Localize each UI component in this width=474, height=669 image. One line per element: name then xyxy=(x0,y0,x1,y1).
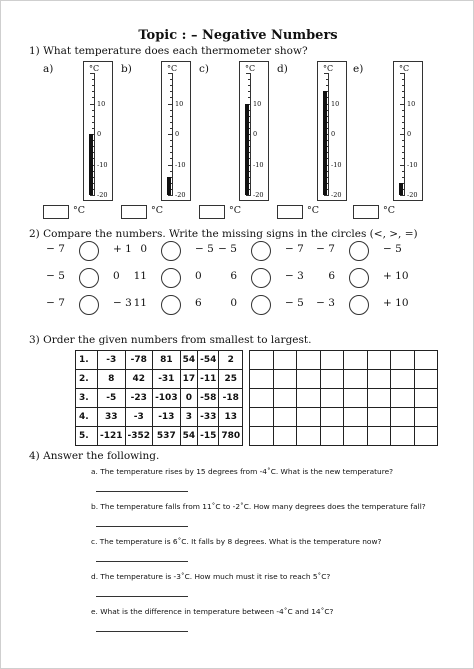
table-row xyxy=(76,389,243,408)
answer-line[interactable] xyxy=(96,631,188,632)
compare-right-number: 0 xyxy=(113,270,120,282)
compare-left-number: − 7 xyxy=(46,297,65,309)
scale-tick xyxy=(170,97,173,98)
number-cell: 13 xyxy=(219,408,243,427)
compare-item xyxy=(328,268,409,288)
scale-tick xyxy=(400,134,405,135)
answer-line[interactable] xyxy=(96,491,188,492)
answer-row xyxy=(250,389,438,408)
unit-label: °C xyxy=(399,64,410,73)
scale-tick xyxy=(402,91,405,92)
number-cell: 54 xyxy=(180,351,198,370)
scale-tick xyxy=(402,140,405,141)
scale-tick xyxy=(168,165,173,166)
answer-cell[interactable] xyxy=(273,427,297,446)
scale-tick xyxy=(170,146,173,147)
answer-cell[interactable] xyxy=(250,351,274,370)
page-title: Topic : – Negative Numbers xyxy=(138,28,338,43)
number-cell: -54 xyxy=(198,351,219,370)
answer-cell[interactable] xyxy=(414,351,438,370)
answer-unit: °C xyxy=(151,205,164,216)
scale-tick xyxy=(92,91,95,92)
answer-cell[interactable] xyxy=(250,389,274,408)
number-cell: 0 xyxy=(180,389,198,408)
scale-tick xyxy=(168,73,173,74)
scale-label: 0 xyxy=(175,130,180,138)
scale-tick xyxy=(168,104,173,105)
compare-left-number: 6 xyxy=(230,270,237,282)
number-cell: -121 xyxy=(98,427,126,446)
row-index: 1. xyxy=(76,351,98,370)
number-cell: -78 xyxy=(125,351,153,370)
scale-tick xyxy=(326,79,329,80)
number-cell: -15 xyxy=(198,427,219,446)
number-cell: -31 xyxy=(153,370,181,389)
compare-left-number: 6 xyxy=(328,270,335,282)
scale-tick xyxy=(92,116,95,117)
answer-cell[interactable] xyxy=(344,370,368,389)
mercury-column xyxy=(245,104,249,196)
answer-cell[interactable] xyxy=(414,408,438,427)
thermometer xyxy=(43,61,133,221)
scale-label: -20 xyxy=(175,191,186,199)
scale-label: 0 xyxy=(331,130,336,138)
number-cell: -103 xyxy=(153,389,181,408)
answer-cell[interactable] xyxy=(367,427,391,446)
compare-left-number: − 5 xyxy=(218,243,237,255)
row-index: 5. xyxy=(76,427,98,446)
numbers-table xyxy=(75,350,243,446)
sign-circle[interactable] xyxy=(79,268,99,288)
number-cell: -23 xyxy=(125,389,153,408)
scale-label: -20 xyxy=(253,191,264,199)
scale-label: -10 xyxy=(331,160,342,169)
compare-right-number: − 5 xyxy=(285,297,304,309)
compare-item xyxy=(46,268,120,288)
scale-tick xyxy=(402,152,405,153)
scale-tick xyxy=(248,79,251,80)
answer-cell[interactable] xyxy=(273,389,297,408)
thermometer xyxy=(353,61,443,221)
scale-tick xyxy=(402,158,405,159)
scale-tick xyxy=(402,122,405,123)
answer-cell[interactable] xyxy=(414,370,438,389)
thermometer-letter: c) xyxy=(199,63,209,75)
scale-tick xyxy=(170,128,173,129)
compare-right-number: + 10 xyxy=(383,297,409,309)
number-cell: -352 xyxy=(125,427,153,446)
scale-label: -10 xyxy=(407,160,418,169)
scale-tick xyxy=(170,140,173,141)
sign-circle[interactable] xyxy=(79,295,99,315)
answer-cell[interactable] xyxy=(391,427,415,446)
number-cell: 25 xyxy=(219,370,243,389)
sign-circle[interactable] xyxy=(161,268,181,288)
scale-label: -10 xyxy=(175,160,186,169)
scale-tick xyxy=(402,79,405,80)
answer-line[interactable] xyxy=(96,561,188,562)
compare-item xyxy=(316,295,409,315)
answer-cell[interactable] xyxy=(414,427,438,446)
table-row xyxy=(76,351,243,370)
compare-left-number: 11 xyxy=(133,297,147,309)
answer-line[interactable] xyxy=(96,596,188,597)
scale-tick xyxy=(246,195,251,196)
thermometer-letter: d) xyxy=(277,63,288,75)
scale-tick xyxy=(170,79,173,80)
scale-tick xyxy=(92,110,95,111)
scale-tick xyxy=(402,85,405,86)
scale-tick xyxy=(168,134,173,135)
compare-item xyxy=(46,241,132,261)
compare-item xyxy=(218,241,304,261)
scale-label: 10 xyxy=(175,99,184,108)
word-problem: b. The temperature falls from 11˚C to -2˚C. How many degrees does the temperature fall? xyxy=(91,502,426,511)
number-cell: -5 xyxy=(98,389,126,408)
sign-circle[interactable] xyxy=(349,241,369,261)
compare-item xyxy=(230,295,304,315)
number-cell: 54 xyxy=(180,427,198,446)
scale-tick xyxy=(92,97,95,98)
compare-left-number: − 7 xyxy=(46,243,65,255)
compare-left-number: − 5 xyxy=(46,270,65,282)
answer-unit: °C xyxy=(73,205,86,216)
answer-grid xyxy=(249,350,438,446)
scale-label: 10 xyxy=(407,99,416,108)
question-3-heading: 3) Order the given numbers from smallest to largest. xyxy=(29,334,312,346)
sign-circle[interactable] xyxy=(161,241,181,261)
row-index: 3. xyxy=(76,389,98,408)
scale-tick xyxy=(402,128,405,129)
scale-tick xyxy=(90,195,95,196)
scale-tick xyxy=(326,85,329,86)
table-row xyxy=(76,370,243,389)
answer-cell[interactable] xyxy=(367,389,391,408)
scale-tick xyxy=(402,97,405,98)
scale-label: -10 xyxy=(253,160,264,169)
word-problem: a. The temperature rises by 15 degrees from -4˚C. What is the new temperature? xyxy=(91,467,394,476)
answer-box[interactable] xyxy=(199,205,225,219)
scale-tick xyxy=(400,195,405,196)
unit-label: °C xyxy=(167,64,178,73)
sign-circle[interactable] xyxy=(161,295,181,315)
answer-cell[interactable] xyxy=(367,408,391,427)
answer-row xyxy=(250,370,438,389)
scale-tick xyxy=(170,85,173,86)
scale-tick xyxy=(170,110,173,111)
answer-cell[interactable] xyxy=(414,389,438,408)
answer-cell[interactable] xyxy=(367,370,391,389)
mercury-column xyxy=(399,183,403,195)
scale-label: -20 xyxy=(97,191,108,199)
answer-row xyxy=(250,408,438,427)
sign-circle[interactable] xyxy=(251,295,271,315)
scale-label: -20 xyxy=(331,191,342,199)
question-1-heading: 1) What temperature does each thermometer show? xyxy=(29,45,308,57)
row-index: 2. xyxy=(76,370,98,389)
scale-tick xyxy=(246,73,251,74)
answer-cell[interactable] xyxy=(391,389,415,408)
scale-tick xyxy=(170,152,173,153)
answer-unit: °C xyxy=(307,205,320,216)
thermometer xyxy=(121,61,211,221)
unit-label: °C xyxy=(323,64,334,73)
scale-tick xyxy=(400,165,405,166)
sign-circle[interactable] xyxy=(251,268,271,288)
scale-label: 0 xyxy=(253,130,258,138)
compare-item xyxy=(133,268,202,288)
answer-cell[interactable] xyxy=(320,427,344,446)
scale-tick xyxy=(324,73,329,74)
number-cell: -18 xyxy=(219,389,243,408)
answer-cell[interactable] xyxy=(391,408,415,427)
scale-tick xyxy=(248,91,251,92)
compare-right-number: − 3 xyxy=(113,297,132,309)
mercury-column xyxy=(167,177,171,195)
answer-cell[interactable] xyxy=(344,427,368,446)
scale-label: 10 xyxy=(331,99,340,108)
scale-tick xyxy=(92,85,95,86)
compare-right-number: − 5 xyxy=(383,243,402,255)
answer-cell[interactable] xyxy=(273,351,297,370)
scale-tick xyxy=(402,146,405,147)
scale-tick xyxy=(402,171,405,172)
answer-box[interactable] xyxy=(43,205,69,219)
compare-item xyxy=(133,295,202,315)
number-cell: 17 xyxy=(180,370,198,389)
scale-tick xyxy=(170,158,173,159)
answer-box[interactable] xyxy=(277,205,303,219)
number-cell: 780 xyxy=(219,427,243,446)
compare-right-number: − 7 xyxy=(285,243,304,255)
answer-cell[interactable] xyxy=(297,408,321,427)
answer-cell[interactable] xyxy=(250,370,274,389)
unit-label: °C xyxy=(245,64,256,73)
scale-tick xyxy=(92,79,95,80)
number-cell: -11 xyxy=(198,370,219,389)
scale-label: 0 xyxy=(407,130,412,138)
compare-item xyxy=(140,241,214,261)
answer-cell[interactable] xyxy=(344,389,368,408)
number-cell: -3 xyxy=(98,351,126,370)
compare-left-number: 0 xyxy=(230,297,237,309)
thermometer xyxy=(199,61,289,221)
answer-cell[interactable] xyxy=(297,427,321,446)
compare-right-number: + 1 xyxy=(113,243,132,255)
scale-label: -10 xyxy=(97,160,108,169)
scale-tick xyxy=(92,122,95,123)
mercury-column xyxy=(89,134,93,195)
compare-right-number: − 3 xyxy=(285,270,304,282)
answer-cell[interactable] xyxy=(320,370,344,389)
sign-circle[interactable] xyxy=(349,295,369,315)
answer-unit: °C xyxy=(229,205,242,216)
answer-cell[interactable] xyxy=(391,370,415,389)
compare-item xyxy=(46,295,132,315)
compare-left-number: − 7 xyxy=(316,243,335,255)
thermometer-letter: b) xyxy=(121,63,132,75)
question-2-heading: 2) Compare the numbers. Write the missing signs in the circles (<, >, =) xyxy=(29,228,418,240)
answer-cell[interactable] xyxy=(320,408,344,427)
scale-tick xyxy=(402,177,405,178)
scale-label: -20 xyxy=(407,191,418,199)
answer-cell[interactable] xyxy=(250,427,274,446)
compare-left-number: − 3 xyxy=(316,297,335,309)
answer-unit: °C xyxy=(383,205,396,216)
scale-label: 10 xyxy=(253,99,262,108)
compare-item xyxy=(316,241,402,261)
mercury-column xyxy=(323,91,327,195)
scale-label: 0 xyxy=(97,130,102,138)
answer-cell[interactable] xyxy=(344,351,368,370)
number-cell: -33 xyxy=(198,408,219,427)
answer-cell[interactable] xyxy=(297,370,321,389)
scale-tick xyxy=(170,116,173,117)
scale-tick xyxy=(248,97,251,98)
scale-tick xyxy=(400,104,405,105)
sign-circle[interactable] xyxy=(79,241,99,261)
number-cell: 3 xyxy=(180,408,198,427)
thermometer-letter: e) xyxy=(353,63,364,75)
scale-tick xyxy=(92,128,95,129)
compare-left-number: 0 xyxy=(140,243,147,255)
sign-circle[interactable] xyxy=(349,268,369,288)
scale-tick xyxy=(402,116,405,117)
scale-tick xyxy=(90,73,95,74)
question-4-heading: 4) Answer the following. xyxy=(29,450,160,462)
answer-row xyxy=(250,427,438,446)
scale-tick xyxy=(90,104,95,105)
answer-box[interactable] xyxy=(121,205,147,219)
number-cell: 8 xyxy=(98,370,126,389)
scale-tick xyxy=(170,171,173,172)
word-problem: d. The temperature is -3˚C. How much must it rise to reach 5˚C? xyxy=(91,572,331,581)
scale-tick xyxy=(170,122,173,123)
answer-cell[interactable] xyxy=(250,408,274,427)
answer-cell[interactable] xyxy=(273,408,297,427)
answer-cell[interactable] xyxy=(273,370,297,389)
scale-tick xyxy=(248,85,251,86)
number-cell: -3 xyxy=(125,408,153,427)
compare-item xyxy=(230,268,304,288)
answer-line[interactable] xyxy=(96,526,188,527)
thermometer-letter: a) xyxy=(43,63,54,75)
answer-cell[interactable] xyxy=(297,351,321,370)
table-row xyxy=(76,408,243,427)
answer-cell[interactable] xyxy=(367,351,391,370)
compare-right-number: − 5 xyxy=(195,243,214,255)
answer-cell[interactable] xyxy=(297,389,321,408)
answer-box[interactable] xyxy=(353,205,379,219)
compare-right-number: 0 xyxy=(195,270,202,282)
answer-cell[interactable] xyxy=(391,351,415,370)
scale-tick xyxy=(400,73,405,74)
number-cell: 42 xyxy=(125,370,153,389)
number-cell: 81 xyxy=(153,351,181,370)
word-problem: e. What is the difference in temperature between -4˚C and 14˚C? xyxy=(91,607,334,616)
number-cell: 2 xyxy=(219,351,243,370)
scale-tick xyxy=(170,91,173,92)
scale-label: 10 xyxy=(97,99,106,108)
scale-tick xyxy=(324,195,329,196)
compare-left-number: 11 xyxy=(133,270,147,282)
scale-tick xyxy=(168,195,173,196)
table-row xyxy=(76,427,243,446)
row-index: 4. xyxy=(76,408,98,427)
word-problem: c. The temperature is 6˚C. It falls by 8 degrees. What is the temperature now? xyxy=(91,537,382,546)
scale-tick xyxy=(402,110,405,111)
answer-row xyxy=(250,351,438,370)
answer-cell[interactable] xyxy=(344,408,368,427)
unit-label: °C xyxy=(89,64,100,73)
sign-circle[interactable] xyxy=(251,241,271,261)
number-cell: -58 xyxy=(198,389,219,408)
answer-cell[interactable] xyxy=(320,351,344,370)
answer-cell[interactable] xyxy=(320,389,344,408)
number-cell: 33 xyxy=(98,408,126,427)
number-cell: -13 xyxy=(153,408,181,427)
compare-right-number: + 10 xyxy=(383,270,409,282)
number-cell: 537 xyxy=(153,427,181,446)
compare-right-number: 6 xyxy=(195,297,202,309)
